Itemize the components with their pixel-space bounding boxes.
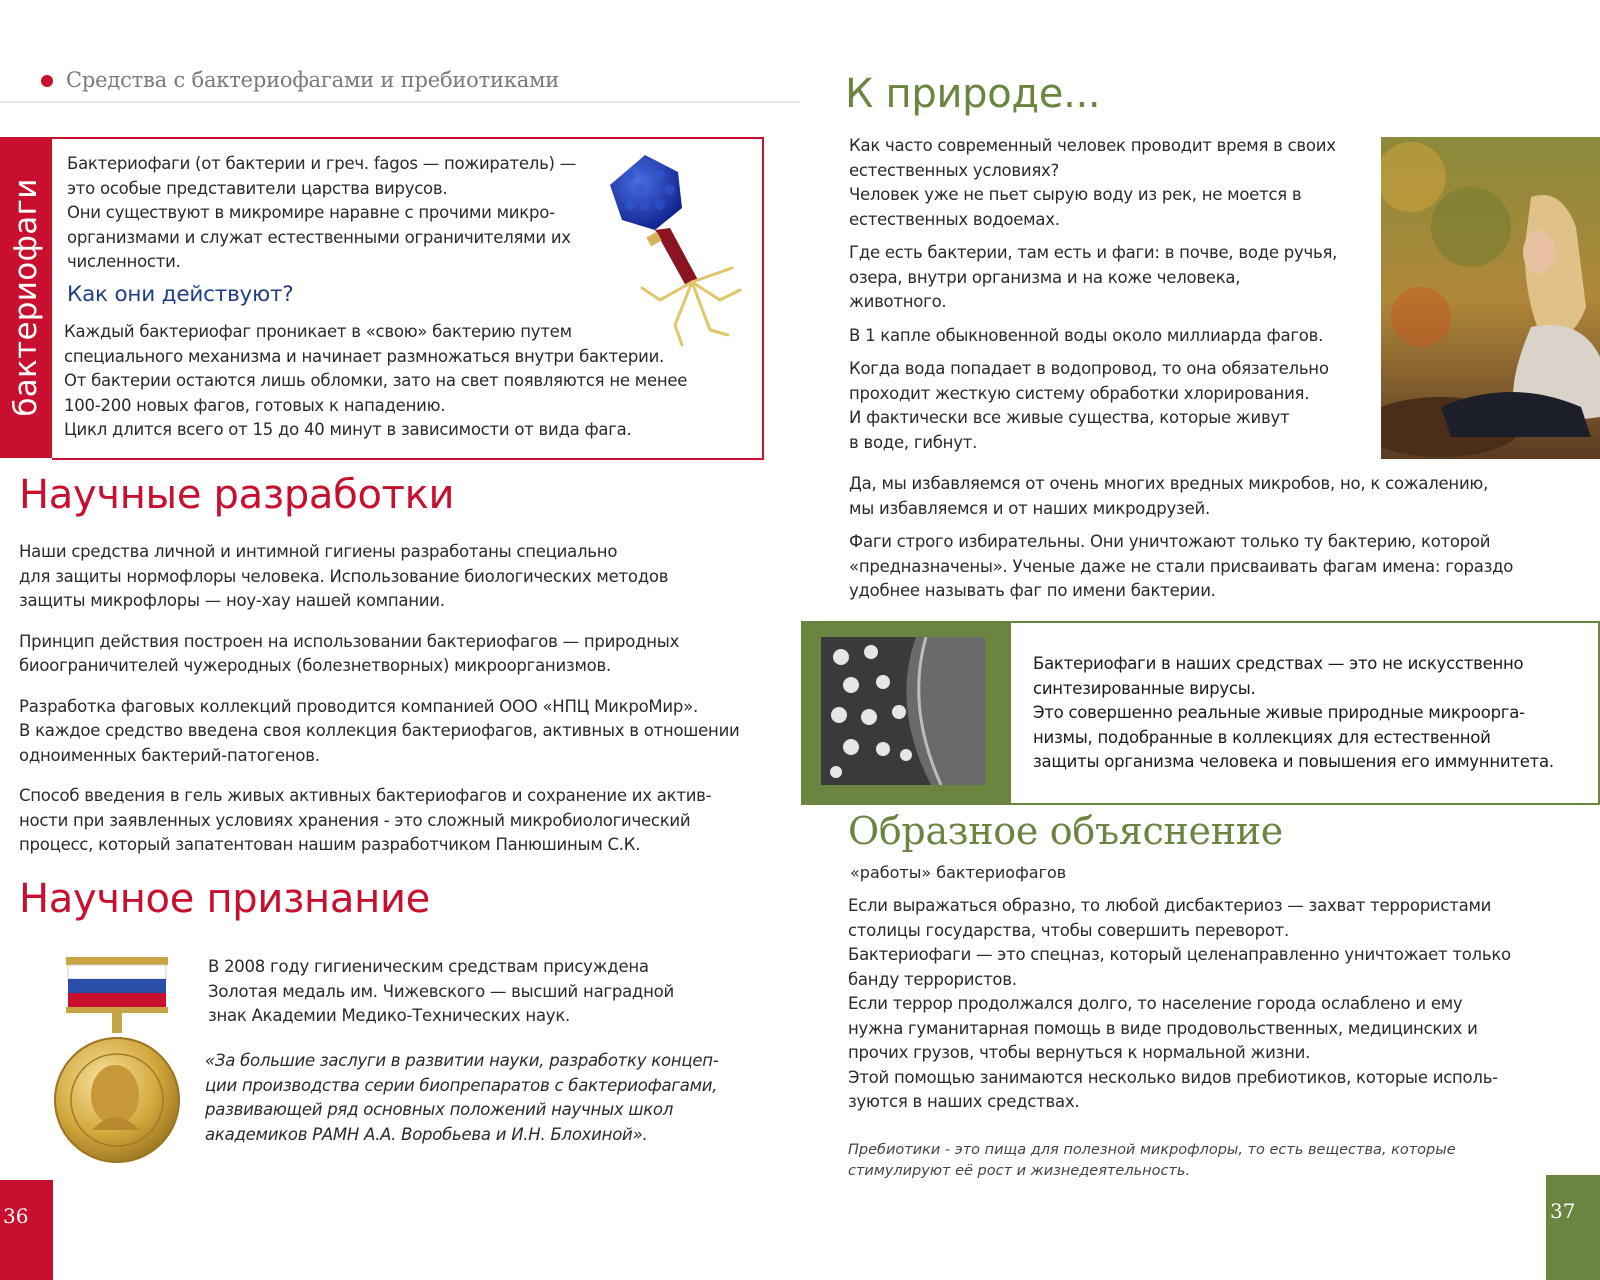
text-line: От бактерии остаются лишь обломки, зато на свет появляются не менее	[64, 371, 688, 390]
text-line: «За большие заслуги в развитии науки, разработку концеп-	[205, 1051, 719, 1070]
text-line: Бактериофаги — это спецназ, который целенаправленно уничтожает только	[848, 945, 1511, 964]
text-line: стимулируют её рост и жизнедеятельность.	[848, 1163, 1191, 1179]
phage-intro-text	[67, 152, 627, 275]
nature-wide-text	[849, 472, 1569, 613]
nature-column-text	[849, 134, 1369, 464]
text-line: развивающей ряд основных положений научных школ	[205, 1100, 674, 1119]
page-number-text: 36	[3, 1204, 29, 1228]
girl-in-nature-photo	[1381, 137, 1600, 459]
header-divider	[0, 101, 800, 103]
text-line: банду террористов.	[848, 969, 1017, 989]
nature-heading: К природе...	[845, 71, 1101, 117]
paragraph: Разработка фаговых коллекций проводится компанией ООО «НПЦ МикроМир». В каждое средство введена своя коллекция бактериофагов, активных в отношении одноименных бактерий-патогенов.	[19, 696, 740, 765]
paragraph: Способ введения в гель живых активных бактериофагов и сохранение их актив- ности при заявленных условиях хранения - это сложный микробиологический процесс, который запатентован нашим разработчиком Панюшиным С.К.	[19, 786, 712, 854]
paragraph: Когда вода попадает в водопровод, то она обязательно проходит жесткую систему обработки хлорирования. И фактически все живые существа, которые живут в воде, гибнут.	[849, 359, 1329, 452]
text-line: Если выражаться образно, то любой дисбактериоз — захват террористами	[848, 896, 1492, 915]
text-line: Золотая медаль им. Чижевского — высший наградной	[208, 981, 674, 1001]
explanation-subtitle: «работы» бактериофагов	[850, 863, 1067, 882]
text-line: академиков РАМН А.А. Воробьева и И.Н. Блохиной».	[205, 1124, 648, 1144]
phage-products-text	[1033, 652, 1593, 775]
paragraph: Где есть бактерии, там есть и фаги: в почве, воде ручья, озера, внутри организма и на коже человека, животного.	[849, 243, 1338, 311]
award-text	[208, 955, 728, 1029]
paragraph: Наши средства личной и интимной гигиены разработаны специально для защиты нормофлоры человека. Использование биологических методов защиты микрофлоры — ноу-хау нашей компании.	[19, 542, 669, 610]
text-line: Пребиотики - это пища для полезной микрофлоры, то есть вещества, которые	[848, 1142, 1456, 1158]
text-line: столицы государства, чтобы совершить переворот.	[848, 920, 1290, 940]
text-line: синтезированные вирусы.	[1033, 678, 1256, 698]
text-line: прочих грузов, чтобы вернуться к нормальной жизни.	[848, 1043, 1311, 1062]
text-line: ции производства серии биопрепаратов с бактериофагами,	[205, 1075, 718, 1095]
text-line: это особые представители царства вирусов.	[67, 178, 448, 198]
text-line: Если террор продолжался долго, то население города ослаблено и ему	[848, 994, 1463, 1013]
text-line: Они существуют в микромире наравне с прочими микро-	[67, 203, 555, 222]
explanation-heading: Образное объяснение	[848, 809, 1283, 853]
paragraph: Как часто современный человек проводит время в своих естественных условиях? Человек уже не пьет сырую воду из рек, не моется в естественных водоемах.	[849, 136, 1336, 229]
text-line: Бактериофаги (от бактерии и греч. fagos — пожиратель) —	[67, 154, 576, 173]
scientific-dev-heading: Научные разработки	[19, 472, 455, 518]
paragraph: Да, мы избавляемся от очень многих вредных микробов, но, к сожалению, мы избавляемся и от наших микродрузей.	[849, 474, 1489, 518]
text-line: организмами и служат естественными ограничителями их	[67, 227, 571, 247]
explanation-body	[848, 894, 1558, 1115]
text-line: зуются в наших средствах.	[848, 1092, 1080, 1111]
gold-medal-image	[52, 955, 182, 1170]
text-line: численности.	[67, 252, 181, 271]
text-line: Каждый бактериофаг проникает в «свою» бактерию путем	[64, 322, 572, 341]
paragraph: В 1 капле обыкновенной воды около миллиарда фагов.	[849, 325, 1324, 345]
text-line: защиты организма человека и повышения его иммуннитета.	[1033, 752, 1554, 771]
paragraph: Принцип действия построен на использовании бактериофагов — природных биоограничителей чужеродных (болезнетворных) микроорганизмов.	[19, 631, 680, 675]
page-number-text: 37	[1550, 1199, 1576, 1223]
scientific-recognition-heading: Научное признание	[19, 876, 430, 922]
phage-tab-label: бактериофаги	[8, 178, 44, 417]
text-line: низмы, подобранные в коллекциях для естественной	[1033, 727, 1491, 747]
text-line: 100-200 новых фагов, готовых к нападению.	[64, 395, 446, 415]
page-number-right	[1546, 1175, 1600, 1280]
text-line: Бактериофаги в наших средствах — это не искусственно	[1033, 654, 1524, 673]
phage-side-tab	[0, 137, 52, 458]
bacteriophage-illustration	[600, 150, 750, 350]
scientific-dev-body	[19, 540, 779, 874]
prebiotic-note	[848, 1140, 1528, 1182]
text-line: Цикл длится всего от 15 до 40 минут в зависимости от вида фага.	[64, 420, 632, 439]
text-line: Этой помощью занимаются несколько видов пребиотиков, которые исполь-	[848, 1067, 1498, 1087]
text-line: В 2008 году гигиеническим средствам присуждена	[208, 957, 649, 976]
text-line: нужна гуманитарная помощь в виде продовольственных, медицинских и	[848, 1018, 1478, 1038]
section-header-title: Средства с бактериофагами и пребиотиками	[66, 68, 560, 92]
header-bullet	[41, 75, 53, 87]
phage-microscope-photo	[821, 637, 985, 785]
text-line: знак Академии Медико-Технических наук.	[208, 1006, 571, 1025]
page-number-left	[0, 1180, 53, 1280]
award-quote	[205, 1049, 765, 1147]
paragraph: Фаги строго избирательны. Они уничтожают только ту бактерию, которой «предназначены». Ученые даже не стали присваивать фагам имена: гораздо удобнее называть фаг по имени бактерии.	[849, 532, 1514, 600]
text-line: Это совершенно реальные живые природные микроорга-	[1033, 703, 1525, 722]
text-line: специального механизма и начинает размножаться внутри бактерии.	[64, 346, 665, 366]
phage-question-heading: Как они действуют?	[67, 282, 294, 307]
